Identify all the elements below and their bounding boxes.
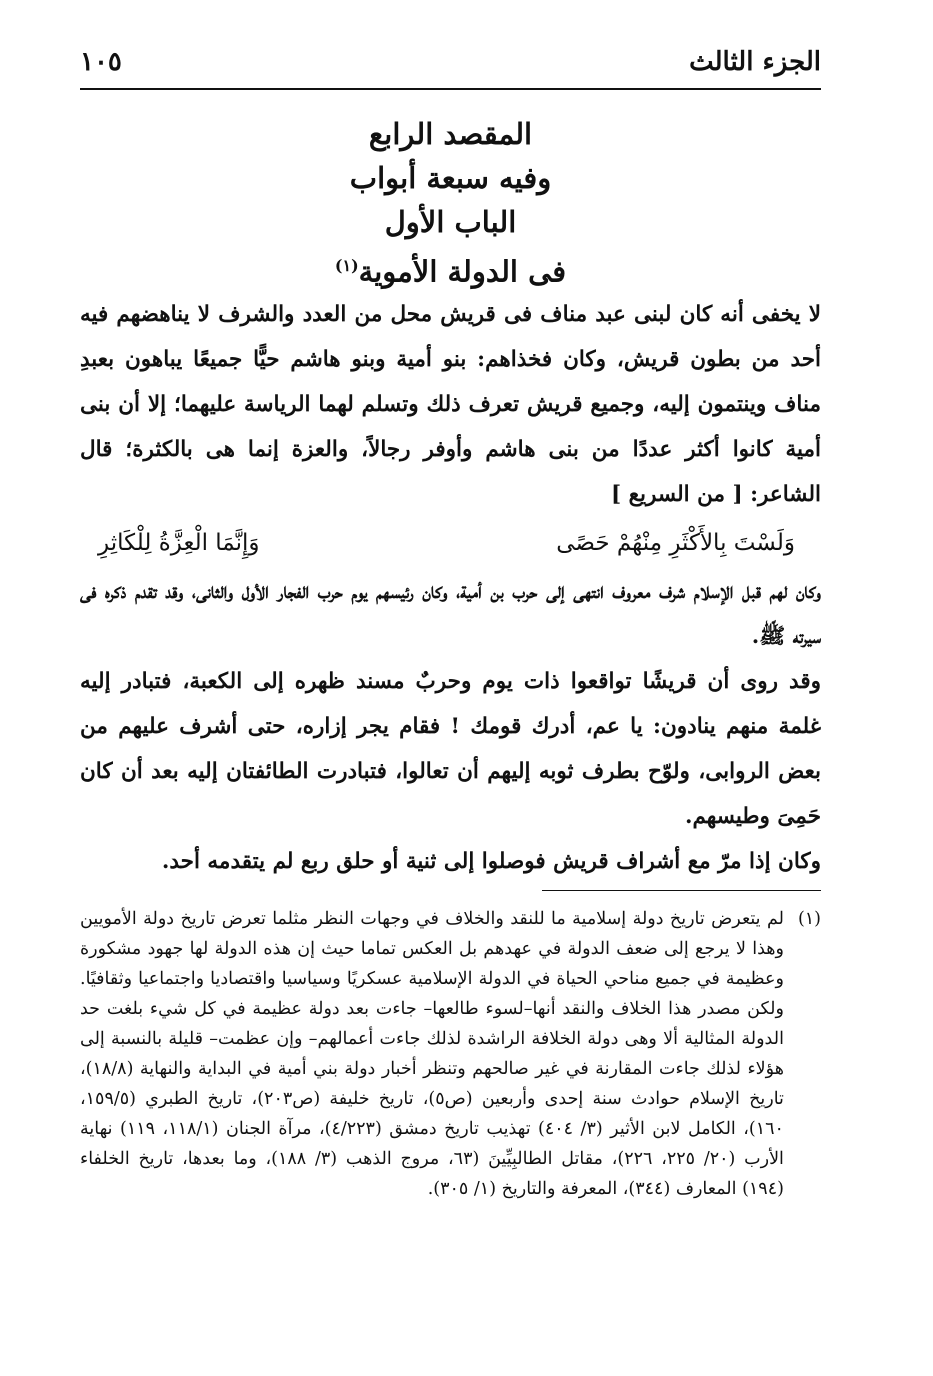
header-rule [80,88,821,90]
heading-chapter: الباب الأول [384,205,517,239]
verse-first-hemistich: وَلَسْتَ بِالأَكْثَرِ مِنْهُمْ حَصًى [556,530,795,556]
heading-subject [80,244,821,294]
main-text [80,292,821,884]
running-title: الجزء الثالث [689,47,821,77]
footnote [80,904,821,1204]
footnote-marker: (١) [797,909,821,929]
verse-second-hemistich: وَإِنَّمَا الْعِزَّةُ لِلْكَاثِرِ [98,530,260,556]
heading-sections-count: وفيه سبعة أبواب [349,161,552,195]
footnote-separator [542,890,821,891]
page-header [80,38,821,86]
paragraph: لا يخفى أنه كان لبنى عبد مناف فى قريش محل من العدد والشرف لا يناهضهم فيه أحد من بطون قريش، وكان فخذاهم: بنو أمية وبنو هاشم حيًّا جميعًا يباهون بعبدِ مناف وينتمون إليه، وجميع قريش تعرف ذلك وتسلم لهما الرياسة عليهما؛ إلا أن بنى أمية كانوا أكثر عددًا من بنى هاشم وأوفر رجالاً، والعزة إنما هى بالكثرة؛ قال الشاعر: [ من السريع ] [80,302,821,507]
heading-subject-text: فى الدولة الأموية [358,254,567,289]
paragraph: وكان إذا مرّ مع أشراف قريش فوصلوا إلى ثنية أو حلق ربع لم يتقدمه أحد. [161,849,821,874]
footnote-text: لم يتعرض تاريخ دولة إسلامية ما للنقد والخلاف في وجهات النظر مثلما تعرض تاريخ دولة الأمويين وهذا لا يرجع إلى ضعف الدولة في عهدهم بل العكس تماما حيث إن هذه الدولة لها جهود مشكورة وعظيمة في جميع مناحي الحياة في الدولة الإسلامية عسكريًا وسياسيا واقتصاديا واجتماعيا وثقافيًا. ولكن مصدر هذا الخلاف والنقد أنها–لسوء طالعها– جاءت بعد دولة عظيمة في كل شيء بلغت حد الدولة المثالية ألا وهى دولة الخلافة الراشدة لذلك جاءت أعمالهم– وإن عظمت– قليلة بالنسبة إلى هؤلاء لذلك جاءت المقارنة في غير صالحهم وتنظر أخبار دولة بني أمية في البداية والنهاية (١٨/٨)، تاريخ الإسلام حوادث سنة إحدى وأربعين (ص٥)، تاريخ خليفة (ص٢٠٣)، تاريخ الطبري (١٥٩/٥، ١٦٠)، الكامل لابن الأثير (٣/ ٤٠٤) تهذيب تاريخ دمشق (٤/٢٢٣)، مرآة الجنان (١١٨/١، ١١٩) نهاية الأرب (٢٠/ ٢٢٥، ٢٢٦)، مقاتل الطالبِيِّينَ (٦٣، مروج الذهب (٣/ ١٨٨)، وما بعدها، تاريخ الخلفاء (١٩٤) المعارف (٣٤٤)، المعرفة والتاريخ (١/ ٣٠٥). [80,909,784,1199]
poetry-verse [80,517,821,569]
page-number: ١٠٥ [80,47,122,77]
footnote-reference: (١) [334,256,359,275]
paragraph: وقد روى أن قريشًا تواقعوا ذات يوم وحربٌ مسند ظهره إلى الكعبة، فتبادر إليه غلمة منهم ينادون: يا عم، أدرك قومك ! فقام يجر إزاره، حتى أشرف عليهم من بعض الروابى، ولوّح بطرف ثوبه إليهم أن تعالوا، فتبادرت الطائفتان إليه بعد أن كان حَمِىَ وطيسهم. [80,669,821,829]
heading-part: المقصد الرابع [368,117,533,151]
paragraph: وكان لهم قبل الإسلام شرف معروف انتهى إلى حرب بن أمية، وكان رئيسهم يوم حرب الفجار الأول والثانى، وقد تقدم ذكره فى سيرته ﷺ. [80,579,821,649]
chapter-headings [80,112,821,294]
